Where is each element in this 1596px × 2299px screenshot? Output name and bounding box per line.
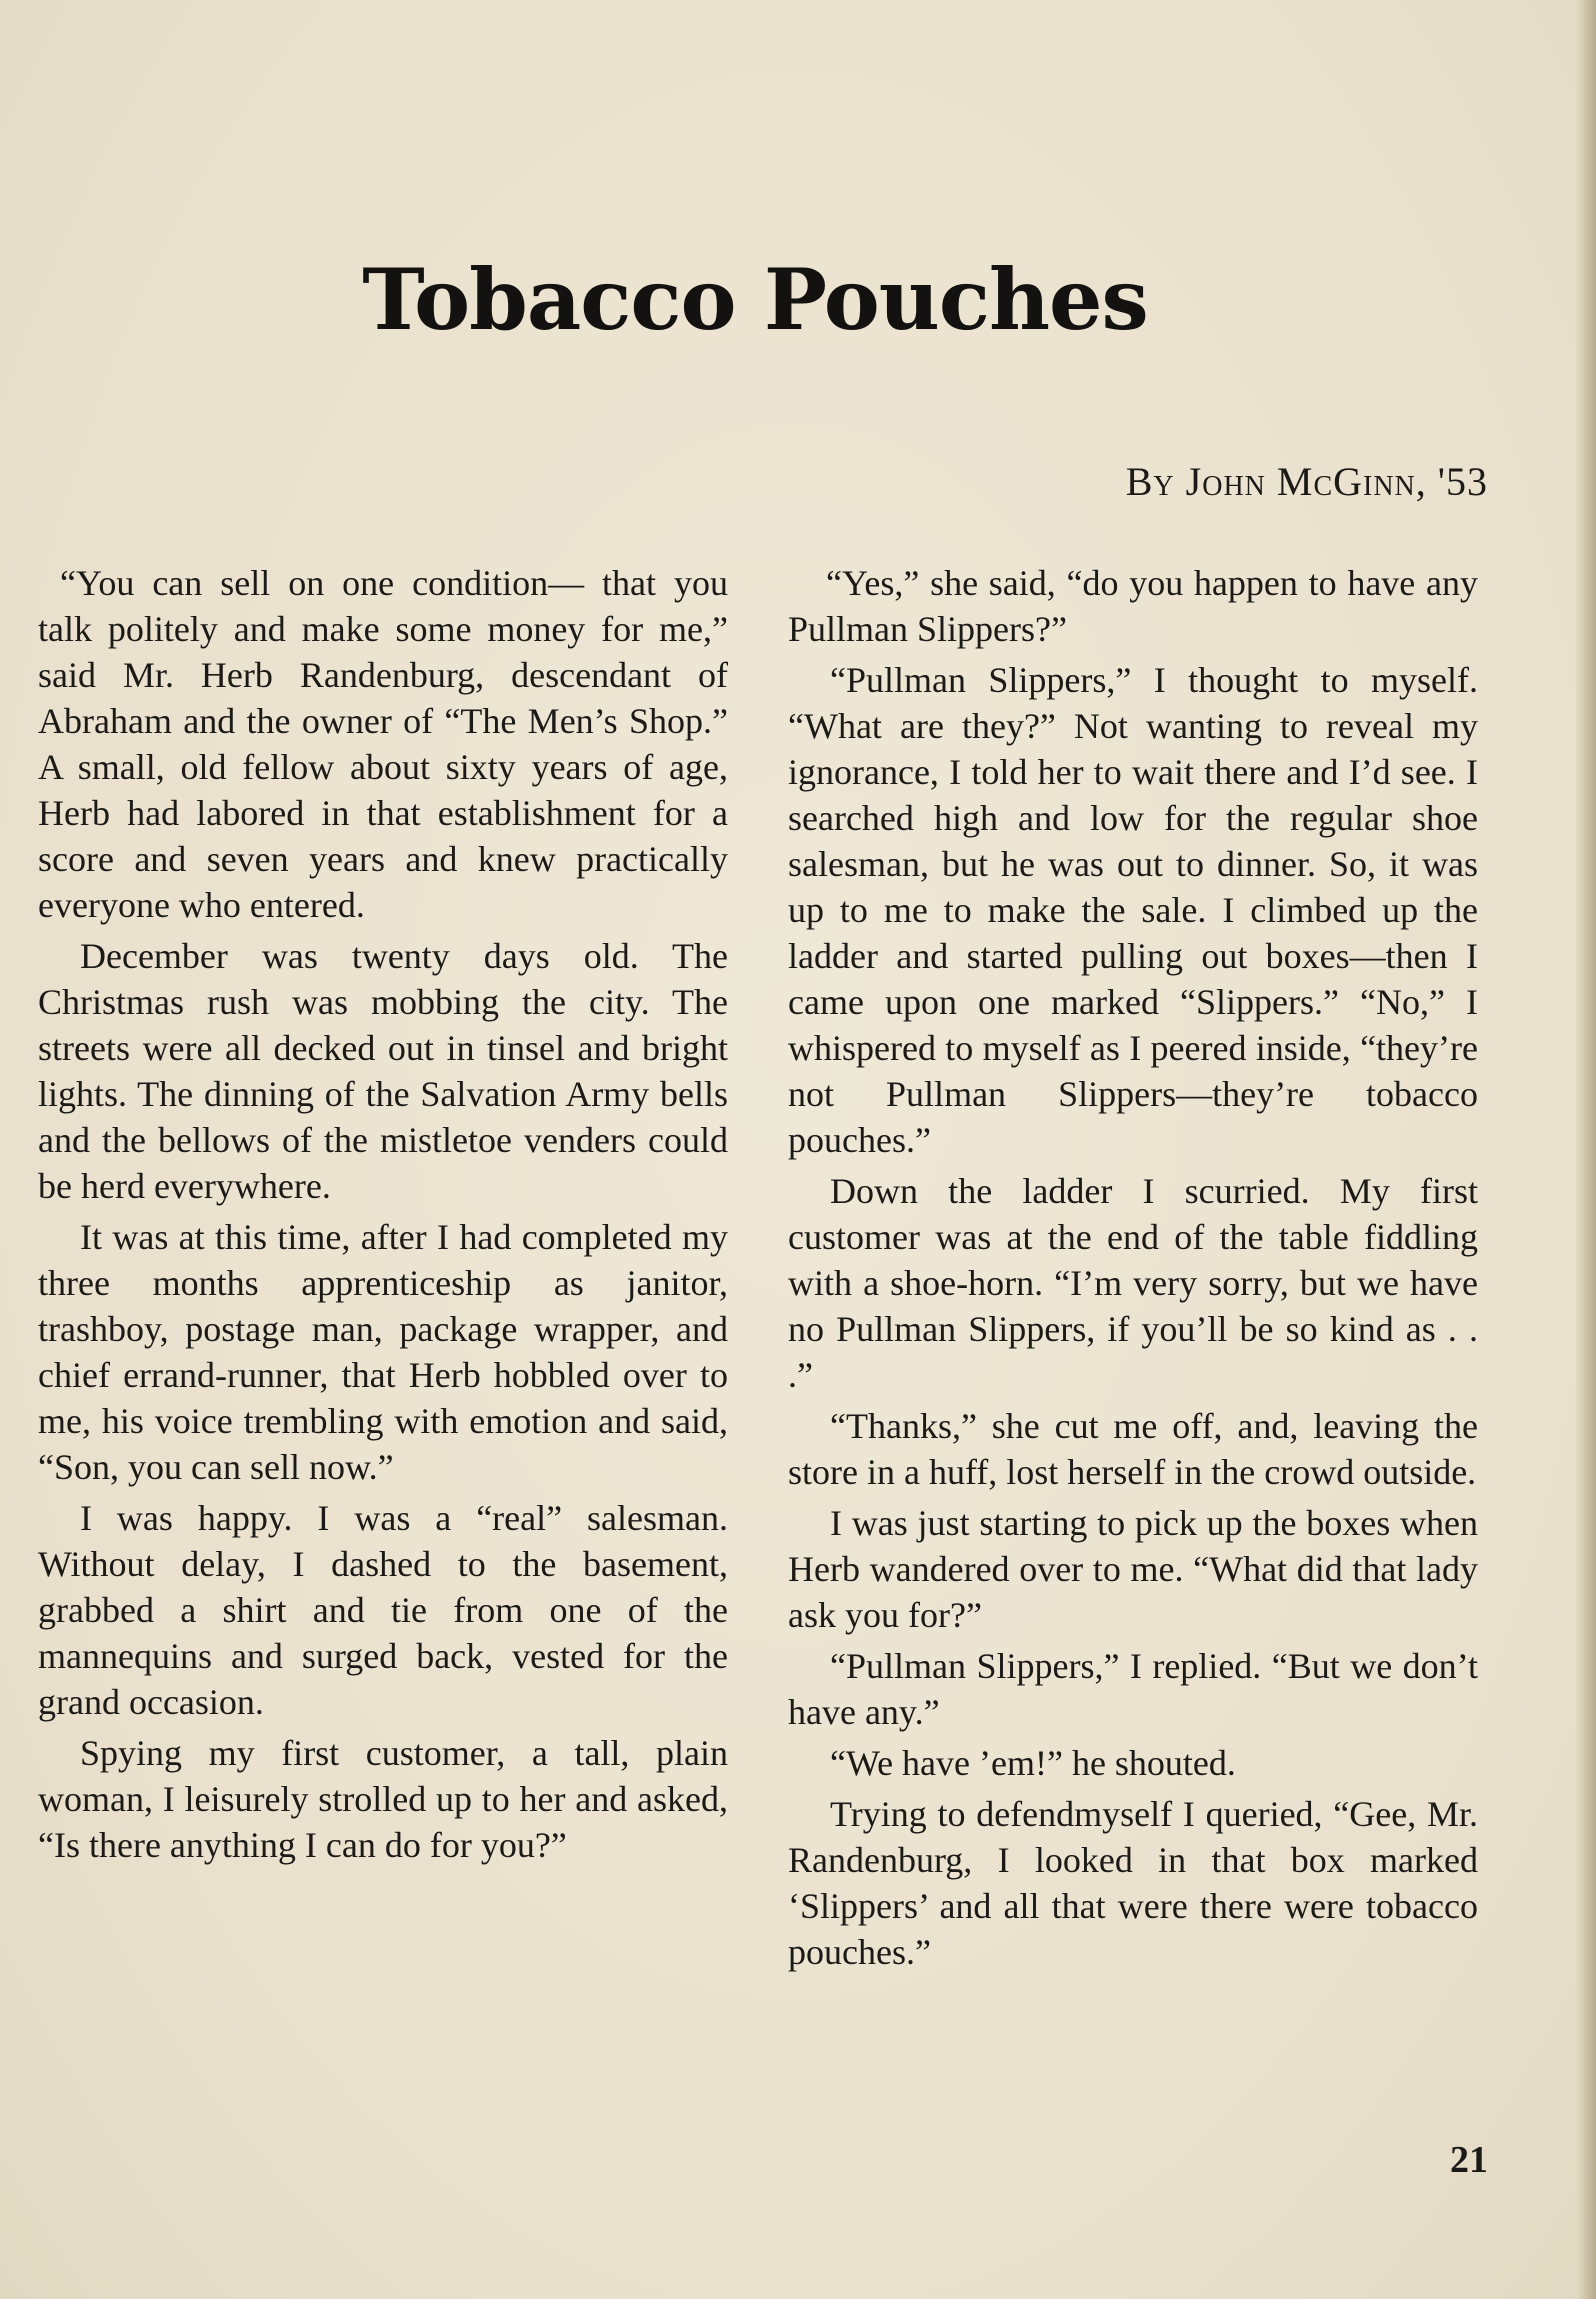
paragraph: Trying to defendmyself I queried, “Gee, Mr. Randenburg, I looked in that box marked ‘Slippers’ and all that were there were tobacco pouches.” <box>788 1794 1478 1972</box>
paragraph: Spying my first customer, a tall, plain woman, I leisurely strolled up to her and asked, “Is there anything I can do for you?” <box>38 1733 728 1865</box>
paragraph: “Thanks,” she cut me off, and, leaving the store in a huff, lost herself in the crowd outside. <box>788 1406 1478 1492</box>
paragraph: It was at this time, after I had completed my three months apprenticeship as janitor, trashboy, postage man, package wrapper, and chief errand-runner, that Herb hobbled over to me, his voice trembling with emotion and said, “Son, you can sell now.” <box>38 1217 728 1487</box>
right-column <box>788 560 1478 1980</box>
left-column <box>38 560 728 1873</box>
paragraph: I was happy. I was a “real” salesman. Without delay, I dashed to the basement, grabbed a shirt and tie from one of the mannequins and surged back, vested for the grand occasion. <box>38 1498 728 1722</box>
page-number: 21 <box>1450 2139 1488 2181</box>
paragraph: “Pullman Slippers,” I thought to myself. “What are they?” Not wanting to reveal my ignorance, I told her to wait there and I’d see. I searched high and low for the regular shoe salesman, but he was out to dinner. So, it was up to me to make the sale. I climbed up the ladder and started pulling out boxes—then I came upon one marked “Slippers.” “No,” I whispered to myself as I peered inside, “they’re not Pullman Slippers—they’re tobacco pouches.” <box>788 660 1478 1160</box>
page-gutter-edge <box>1576 0 1596 2299</box>
paragraph: “You can sell on one condition— that you talk politely and make some money for me,” said Mr. Herb Randenburg, descendant of Abraham and the owner of “The Men’s Shop.” A small, old fellow about sixty years of age, Herb had labored in that establishment for a score and seven years and knew practically everyone who entered. <box>38 563 728 925</box>
paragraph: “We have ’em!” he shouted. <box>830 1743 1236 1783</box>
article-byline <box>1126 458 1488 505</box>
author-name: John McGinn <box>1185 459 1416 504</box>
paragraph: I was just starting to pick up the boxes when Herb wandered over to me. “What did that lady ask you for?” <box>788 1503 1478 1635</box>
paragraph: Down the ladder I scurried. My first customer was at the end of the table fiddling with a shoe-horn. “I’m very sorry, but we have no Pullman Slippers, if you’ll be so kind as . . .” <box>788 1171 1478 1395</box>
article-title: Tobacco Pouches <box>362 250 1148 349</box>
paragraph: “Pullman Slippers,” I replied. “But we don’t have any.” <box>788 1646 1478 1732</box>
byline-prefix: By <box>1125 459 1175 504</box>
paragraph: “Yes,” she said, “do you happen to have any Pullman Slippers?” <box>788 563 1478 649</box>
class-year: , '53 <box>1415 459 1488 504</box>
paragraph: December was twenty days old. The Christmas rush was mobbing the city. The streets were all decked out in tinsel and bright lights. The dinning of the Salvation Army bells and the bellows of the mistletoe venders could be herd everywhere. <box>38 936 728 1206</box>
